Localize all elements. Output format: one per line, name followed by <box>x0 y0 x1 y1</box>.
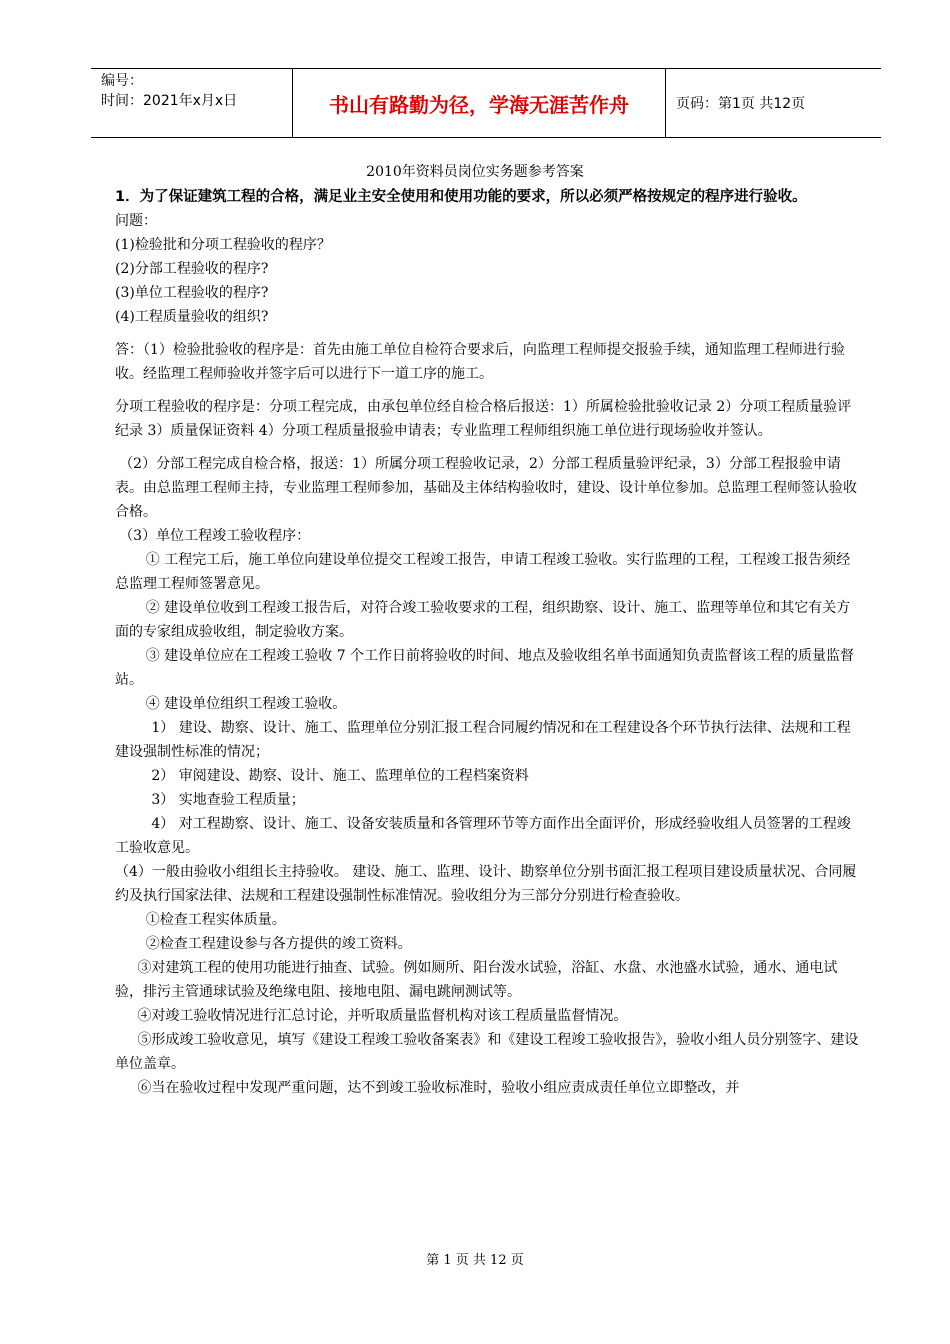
answer-1: 答：（1）检验批验收的程序是：首先由施工单位自检符合要求后，向监理工程师提交报验手续，通知监理工程师进行验收。经监理工程师验收并签字后可以进行下一道工序的施工。 <box>115 342 845 382</box>
answer-4-item-6: ⑥当在验收过程中发现严重问题，达不到竣工验收标准时，验收小组应责成责任单位立即整改，并 <box>137 1080 740 1096</box>
page-footer: 第 1 页 共 12 页 <box>426 1253 524 1268</box>
answer-4: （4）一般由验收小组组长主持验收。 建设、施工、监理、设计、勘察单位分别书面汇报工程项目建设质量状况、合同履约及执行国家法律、法规和工程建设强制性标准情况。验收组分为三部分分别进行检查验收。 <box>115 864 857 904</box>
answer-3-substep-1: 1） 建设、勘察、设计、施工、监理单位分别汇报工程合同履约情况和在工程建设各个环节执行法律、法规和工程建设强制性标准的情况； <box>115 720 851 760</box>
answer-4-item-5: ⑤形成竣工验收意见，填写《建设工程竣工验收备案表》和《建设工程竣工验收报告》，验收小组人员分别签字、建设单位盖章。 <box>115 1032 859 1072</box>
answer-3-substep-2: 2） 审阅建设、勘察、设计、施工、监理单位的工程档案资料 <box>151 768 529 784</box>
question-item-2: (2)分部工程验收的程序? <box>115 261 269 277</box>
header-time-label: 时间：2021年x月x日 <box>101 93 238 109</box>
answer-3-step-1: ① 工程完工后，施工单位向建设单位提交工程竣工报告，申请工程竣工验收。实行监理的工程，工程竣工报告须经总监理工程师签署意见。 <box>115 552 851 592</box>
answer-3-step-4: ④ 建设单位组织工程竣工验收。 <box>145 696 347 712</box>
header-motto: 书山有路勤为径，学海无涯苦作舟 <box>292 69 666 137</box>
answer-1-subitem: 分项工程验收的程序是：分项工程完成，由承包单位经自检合格后报送：1）所属检验批验收记录 2）分项工程质量验评纪录 3）质量保证资料 4）分项工程质量报验申请表；专业监理工程师组织施工单位进行现场验收并签认。 <box>115 399 852 439</box>
answer-3-substep-3: 3） 实地查验工程质量； <box>151 792 305 808</box>
question-item-4: (4)工程质量验收的组织? <box>115 309 269 325</box>
answer-3-step-2: ② 建设单位收到工程竣工报告后，对符合竣工验收要求的工程，组织勘察、设计、施工、监理等单位和其它有关方面的专家组成验收组，制定验收方案。 <box>115 600 851 640</box>
header-number-label: 编号： <box>101 73 143 89</box>
answer-3-heading: （3）单位工程竣工验收程序： <box>119 528 311 544</box>
answer-4-item-3: ③对建筑工程的使用功能进行抽查、试验。例如厕所、阳台泼水试验，浴缸、水盘、水池盛水试验，通水、通电试验，排污主管通球试验及绝缘电阻、接地电阻、漏电跳闸测试等。 <box>115 960 838 1000</box>
question-label: 问题： <box>115 213 157 229</box>
answer-4-item-1: ①检查工程实体质量。 <box>145 912 286 928</box>
answer-4-item-4: ④对竣工验收情况进行汇总讨论，并听取质量监督机构对该工程质量监督情况。 <box>137 1008 628 1024</box>
question-item-1: (1)检验批和分项工程验收的程序？ <box>115 237 331 253</box>
document-title: 2010年资料员岗位实务题参考答案 <box>366 164 584 180</box>
header-meta <box>91 69 291 137</box>
question-item-3: (3)单位工程验收的程序? <box>115 285 269 301</box>
document-header <box>91 68 881 138</box>
header-page-info: 页码：第1页 共12页 <box>676 96 806 112</box>
document-body <box>115 185 860 1100</box>
answer-3-step-3: ③ 建设单位应在工程竣工验收 7 个工作日前将验收的时间、地点及验收组名单书面通知负责监督该工程的质量监督站。 <box>115 648 855 688</box>
question-1-heading: 1．为了保证建筑工程的合格，满足业主安全使用和使用功能的要求，所以必须严格按规定的程序进行验收。 <box>115 189 807 205</box>
answer-4-item-2: ②检查工程建设参与各方提供的竣工资料。 <box>145 936 412 952</box>
answer-3-substep-4: 4） 对工程勘察、设计、施工、设备安装质量和各管理环节等方面作出全面评价，形成经验收组人员签署的工程竣工验收意见。 <box>115 816 851 856</box>
answer-2: （2）分部工程完成自检合格，报送：1）所属分项工程验收记录，2）分部工程质量验评纪录，3）分部工程报验申请表。由总监理工程师主持，专业监理工程师参加，基础及主体结构验收时，建设、设计单位参加。总监理工程师签认验收合格。 <box>115 456 857 520</box>
